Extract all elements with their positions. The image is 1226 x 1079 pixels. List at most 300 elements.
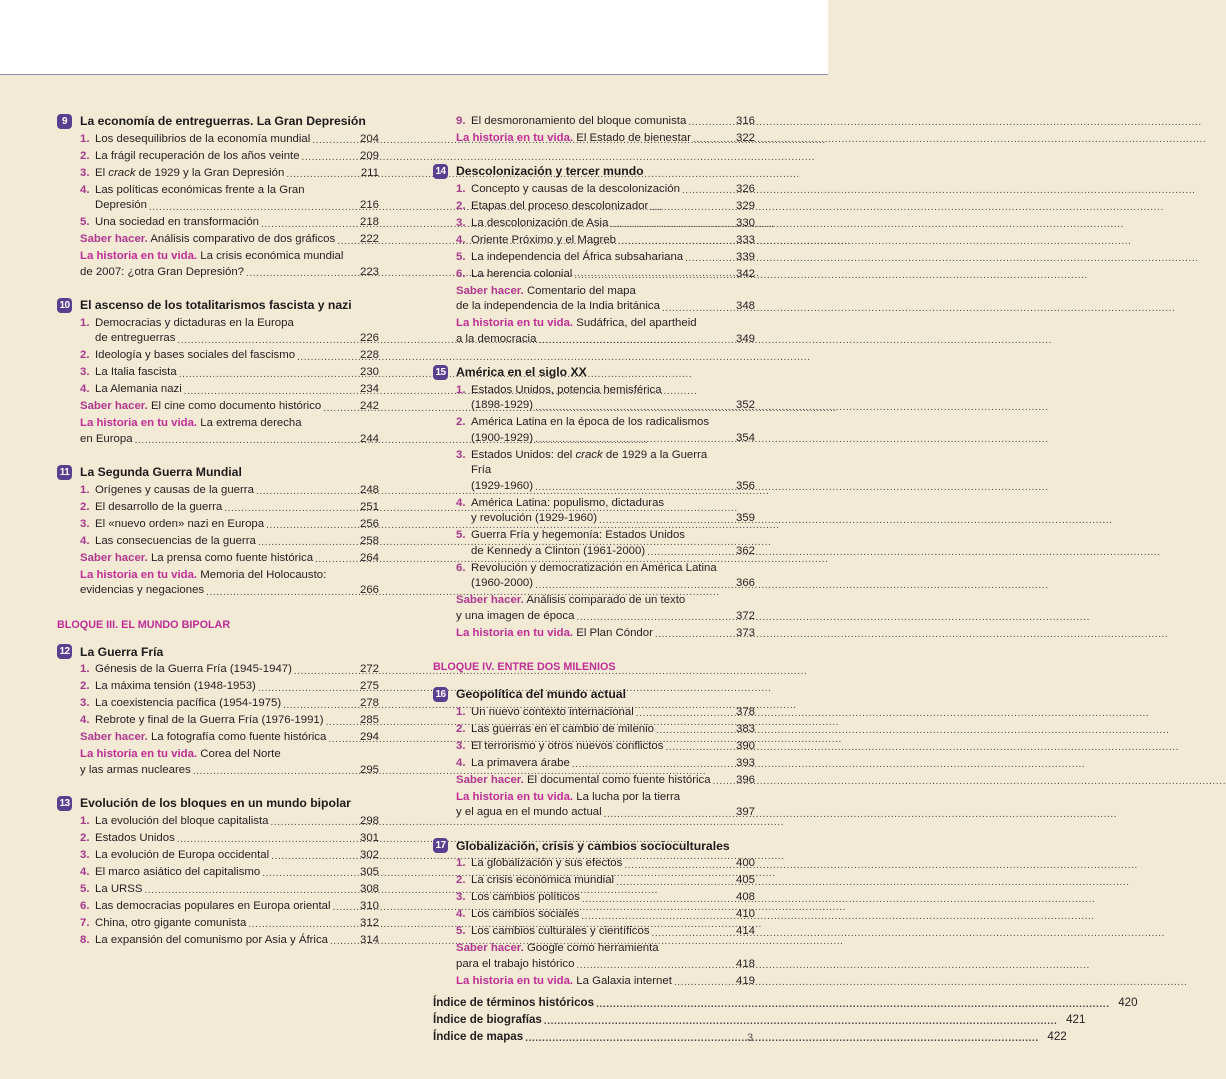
index-link[interactable]: [433, 1012, 1086, 1028]
toc-entry[interactable]: [433, 233, 755, 249]
toc-entry[interactable]: [57, 416, 379, 447]
entry-title-text: El desarrollo de la guerra: [95, 500, 223, 513]
saber-hacer-label: Saber hacer.: [456, 773, 524, 786]
unit-title: Globalización, crisis y cambios socioculturales: [456, 838, 730, 853]
toc-entry[interactable]: [433, 924, 755, 940]
toc-entry[interactable]: [57, 166, 379, 182]
entry-title: [471, 479, 533, 495]
dot-leader: [599, 515, 1113, 527]
entry-body: [471, 383, 729, 414]
entry-title-text: La expansión del comunismo por Asia y África: [95, 933, 328, 946]
toc-entry[interactable]: [433, 974, 755, 990]
entry-body: [95, 662, 353, 678]
index-link[interactable]: [433, 995, 1138, 1011]
entry-title: [471, 250, 683, 266]
entry-title-text: (1900-1929): [471, 431, 534, 444]
page-ref: 272: [359, 663, 379, 675]
section-number: 4.: [456, 233, 466, 246]
page-ref: 218: [359, 216, 379, 228]
toc-entry[interactable]: [57, 916, 379, 932]
section-number: 3.: [456, 739, 466, 752]
entry-title-text: Los cambios políticos: [471, 891, 580, 903]
entry-title-text: La máxima tensión (1948-1953): [95, 680, 256, 692]
toc-entry[interactable]: [57, 348, 379, 364]
toc-entry[interactable]: [433, 890, 755, 906]
entry-title-text: La herencia colonial: [471, 267, 573, 280]
entry-title: [95, 713, 324, 729]
toc-entry[interactable]: [57, 933, 379, 949]
dot-leader: [688, 117, 1202, 129]
entry-text: [471, 448, 729, 495]
toc-entry[interactable]: [57, 679, 379, 695]
entry-title: [456, 609, 574, 625]
page-ref: 248: [359, 483, 379, 496]
page-ref: 302: [359, 848, 379, 861]
historia-label: La historia en tu vida.: [456, 317, 574, 329]
dot-leader: [618, 236, 1132, 248]
toc-entry[interactable]: [57, 483, 379, 499]
unit-heading[interactable]: [57, 463, 379, 481]
entry-title-text: de entreguerras: [95, 332, 176, 344]
entry-title-text: Memoria del Holocausto:: [200, 568, 327, 581]
entry-line: [471, 267, 729, 283]
entry-title-text: La URSS: [95, 882, 143, 895]
toc-entry[interactable]: [57, 848, 379, 864]
entry-title: [95, 848, 269, 864]
entry-title-text: (1929-1960): [471, 479, 534, 492]
entry-title: [471, 890, 580, 906]
entry-line: [95, 662, 353, 678]
entry-title-text: Google como herramienta: [526, 942, 659, 954]
section-number: 2.: [456, 874, 466, 886]
toc-entry[interactable]: [433, 856, 755, 872]
entry-title: [471, 907, 579, 923]
entry-title: [95, 882, 142, 898]
entry-text: [471, 756, 729, 772]
toc-entry[interactable]: [57, 399, 379, 415]
toc-entry[interactable]: [433, 415, 755, 446]
unit-heading[interactable]: [433, 685, 755, 703]
unit-number-badge: 10: [57, 298, 72, 313]
entry-title-text: Las consecuencias de la guerra: [95, 534, 256, 547]
unit-number-badge: 14: [433, 164, 448, 179]
entry-text: [95, 865, 353, 881]
toc-entry[interactable]: [57, 365, 379, 381]
entry-title: [456, 332, 536, 348]
section-number: 1.: [80, 483, 90, 496]
toc-entry[interactable]: [433, 739, 755, 755]
page-ref: 349: [735, 332, 755, 345]
saber-hacer-label: Saber hacer.: [80, 400, 148, 412]
entry-line: [95, 166, 353, 182]
toc-entry[interactable]: [57, 382, 379, 398]
toc-entry[interactable]: [57, 831, 379, 847]
toc-entry[interactable]: [57, 882, 379, 898]
entry-title-text: El crack de 1929 y la Gran Depresión: [95, 166, 285, 179]
toc-entry[interactable]: [57, 730, 379, 746]
toc-entry[interactable]: [433, 561, 755, 592]
entry-title-text: y las armas nucleares: [80, 763, 191, 776]
unit-heading[interactable]: [57, 794, 379, 812]
dot-leader: [582, 894, 1096, 906]
entry-line: [456, 941, 729, 957]
entry-line: [80, 763, 353, 779]
entry-body: [471, 415, 729, 446]
saber-hacer-label: Saber hacer.: [456, 284, 524, 297]
entry-text: [95, 713, 353, 729]
entry-line: [471, 528, 729, 544]
entry-body: [95, 899, 353, 915]
section-number: 3.: [80, 366, 90, 378]
unit-number-badge: 16: [433, 687, 448, 702]
page-ref: 396: [735, 773, 755, 786]
toc-entry[interactable]: [433, 316, 755, 347]
dot-leader: [636, 708, 1150, 720]
toc-entry[interactable]: [433, 496, 755, 527]
toc-entry[interactable]: [57, 316, 379, 347]
entry-title-text: La coexistencia pacífica (1954-1975): [95, 697, 282, 709]
entry-text: [456, 131, 729, 147]
entry-title: [95, 517, 264, 533]
entry-line: [456, 773, 729, 789]
toc-entry[interactable]: [433, 528, 755, 559]
unit-number-badge: 9: [57, 114, 72, 129]
entry-title: [95, 331, 175, 347]
entry-title: [95, 865, 260, 881]
entry-line: [471, 114, 729, 130]
page-ref: 251: [359, 500, 379, 513]
entry-title-text: La descolonización de Asia: [471, 216, 609, 229]
entry-body: [456, 790, 729, 821]
unit-heading[interactable]: [57, 112, 379, 130]
dot-leader: [624, 860, 1138, 872]
entry-line: [471, 182, 729, 198]
entry-line: [95, 696, 353, 712]
entry-title: [95, 814, 269, 830]
section-number: 5.: [80, 216, 90, 228]
toc-entry[interactable]: [57, 500, 379, 516]
entry-title: [80, 265, 244, 281]
unit-heading[interactable]: [57, 643, 379, 661]
entry-title-text: La fotografía como fuente histórica: [150, 731, 327, 743]
entry-title: [471, 199, 648, 215]
toc-entry[interactable]: [433, 593, 755, 624]
index-link[interactable]: [433, 1029, 1067, 1045]
dot-leader: [572, 759, 1086, 771]
entry-title: [80, 569, 326, 581]
entry-text: [456, 284, 729, 315]
toc-entry[interactable]: [433, 114, 755, 130]
entry-line: [80, 730, 353, 746]
section-number: 4.: [456, 756, 466, 769]
entry-title: [95, 348, 295, 364]
entry-line: [471, 398, 729, 414]
section-number: 4.: [80, 714, 90, 726]
entry-title-text: para el trabajo histórico: [456, 957, 575, 970]
toc-entry[interactable]: [57, 132, 379, 148]
toc-entry[interactable]: [433, 267, 755, 283]
entry-text: [95, 534, 353, 550]
page-ref: 400: [735, 857, 755, 869]
toc-entry[interactable]: [57, 149, 379, 165]
toc-entry[interactable]: [57, 713, 379, 729]
entry-body: [95, 348, 353, 364]
toc-entry[interactable]: [433, 182, 755, 198]
entry-line: [471, 576, 729, 592]
unit-number-badge: 17: [433, 838, 448, 853]
section-number: 3.: [80, 517, 90, 530]
historia-label: La historia en tu vida.: [456, 131, 574, 144]
toc-entry[interactable]: [433, 626, 755, 642]
entry-body: [95, 534, 353, 550]
toc-entry[interactable]: [433, 250, 755, 266]
entry-text: [80, 232, 353, 248]
entry-text: [95, 149, 353, 165]
entry-body: [95, 365, 353, 381]
toc-entry[interactable]: [57, 814, 379, 830]
entry-title: [471, 384, 662, 396]
unit-section: [57, 296, 379, 447]
toc-entry[interactable]: [57, 899, 379, 915]
toc-entry[interactable]: [433, 873, 755, 889]
entry-body: [471, 496, 729, 527]
section-number: 3.: [80, 848, 90, 861]
page-ref: 372: [735, 609, 755, 622]
entry-line: [471, 856, 729, 872]
entry-title: [95, 184, 305, 196]
entry-title-text: La lucha por la tierra: [576, 790, 681, 803]
entry-line: [95, 916, 353, 932]
entry-title: [95, 149, 300, 165]
entry-title-text: de la independencia de la India británica: [456, 300, 660, 312]
page-ref: 329: [735, 199, 755, 212]
saber-hacer-label: Saber hacer.: [80, 233, 148, 245]
saber-hacer-label: Saber hacer.: [456, 942, 524, 954]
toc-entry[interactable]: [433, 907, 755, 923]
entry-text: [471, 873, 729, 889]
toc-entry[interactable]: [433, 199, 755, 215]
entry-body: [80, 249, 353, 280]
entry-body: [471, 114, 729, 130]
entry-line: [95, 382, 353, 398]
entry-title-text: Oriente Próximo y el Magreb: [471, 233, 616, 246]
entry-text: [456, 593, 729, 624]
unit-section: [57, 463, 379, 599]
entry-body: [95, 215, 353, 231]
entry-title: [471, 398, 533, 414]
entry-title: [95, 662, 292, 678]
entry-text: [471, 528, 729, 559]
entry-line: [471, 496, 729, 512]
section-number: 5.: [456, 925, 466, 937]
entry-title-text: en Europa: [80, 432, 133, 445]
section-number: 4.: [456, 496, 466, 509]
toc-entry[interactable]: [57, 249, 379, 280]
entry-title: [80, 232, 335, 248]
toc-entry[interactable]: [433, 131, 755, 147]
toc-entry[interactable]: [57, 183, 379, 214]
entry-title: [80, 250, 343, 262]
toc-entry[interactable]: [433, 705, 755, 721]
toc-entry[interactable]: [433, 383, 755, 414]
entry-title-text: Comentario del mapa: [526, 284, 636, 297]
section-number: 2.: [80, 500, 90, 513]
entry-body: [471, 705, 729, 721]
entry-body: [471, 199, 729, 215]
page-ref: 264: [359, 551, 379, 564]
entry-line: [456, 609, 729, 625]
entry-line: [95, 865, 353, 881]
entry-title: [471, 576, 533, 592]
section-number: 4.: [80, 865, 90, 878]
page-ref: 421: [1066, 1013, 1086, 1026]
unit-heading[interactable]: [57, 296, 379, 314]
entry-title: [456, 594, 685, 606]
unit-heading[interactable]: [433, 363, 755, 381]
entry-title-text: de Kennedy a Clinton (1961-2000): [471, 544, 646, 557]
entry-line: [80, 399, 353, 415]
toc-left-column: [57, 112, 379, 964]
page-ref: 342: [735, 267, 755, 280]
page-ref: 333: [735, 233, 755, 246]
page-ref: 223: [359, 265, 379, 278]
entry-text: [95, 348, 353, 364]
entry-line: [471, 415, 729, 431]
entry-text: [456, 941, 729, 972]
entry-text: [456, 773, 729, 789]
entry-title-text: La evolución de Europa occidental: [95, 848, 270, 861]
entry-title: [471, 873, 614, 889]
entry-body: [80, 747, 353, 778]
entry-text: [80, 249, 353, 280]
page-ref: 405: [735, 874, 755, 886]
entry-text: [95, 183, 353, 214]
page-ref: 312: [359, 916, 379, 929]
entry-text: [471, 890, 729, 906]
entry-text: [95, 166, 353, 182]
entry-line: [95, 679, 353, 695]
entry-title-text: El «nuevo orden» nazi en Europa: [95, 517, 265, 530]
historia-label: La historia en tu vida.: [456, 974, 574, 987]
toc-entry[interactable]: [57, 568, 379, 599]
entry-text: [95, 316, 353, 347]
entry-text: [471, 267, 729, 283]
entry-body: [80, 730, 353, 746]
page-ref: 418: [735, 957, 755, 970]
page-ref: 420: [1118, 996, 1138, 1009]
unit-heading[interactable]: [433, 837, 755, 855]
toc-entry[interactable]: [433, 448, 755, 495]
section-number: 2.: [456, 199, 466, 212]
entry-body: [456, 626, 729, 642]
toc-entry[interactable]: [57, 696, 379, 712]
entry-title: [456, 131, 691, 147]
entry-body: [80, 399, 353, 415]
unit-number-badge: 13: [57, 796, 72, 811]
entry-body: [95, 916, 353, 932]
toc-entry[interactable]: [433, 756, 755, 772]
dot-leader: [538, 335, 1052, 347]
entry-title: [456, 773, 711, 789]
entry-title: [471, 544, 645, 560]
entry-text: [471, 705, 729, 721]
entry-title: [471, 233, 616, 249]
unit-title: El ascenso de los totalitarismos fascista y nazi: [80, 298, 352, 312]
toc-entry[interactable]: [433, 284, 755, 315]
entry-title-text: y el agua en el mundo actual: [456, 806, 602, 818]
entry-title-text: La frágil recuperación de los años veinte: [95, 149, 300, 162]
page-ref: 308: [359, 882, 379, 895]
entry-title: [80, 763, 191, 779]
entry-title: [95, 382, 182, 398]
entry-line: [456, 957, 729, 973]
entry-line: [95, 215, 353, 231]
section-number: 5.: [456, 529, 466, 541]
toc-entry[interactable]: [57, 865, 379, 881]
page-ref: 383: [735, 722, 755, 735]
page-ref: 310: [359, 899, 379, 912]
toc-entry[interactable]: [57, 662, 379, 678]
unit-heading[interactable]: [433, 162, 755, 180]
entry-line: [456, 805, 729, 821]
section-number: 2.: [80, 349, 90, 361]
entry-title-text: (1898-1929): [471, 399, 534, 411]
entry-title-text: Las democracias populares en Europa oriental: [95, 899, 331, 912]
toc-entry[interactable]: [433, 216, 755, 232]
section-number: 2.: [456, 722, 466, 735]
section-number: 4.: [456, 908, 466, 920]
toc-entry[interactable]: [433, 773, 755, 789]
entry-title: [471, 562, 717, 574]
unit-title: América en el siglo XX: [456, 365, 587, 379]
entry-title: [95, 365, 177, 381]
historia-label: La historia en tu vida.: [80, 417, 198, 429]
page-ref: 228: [359, 349, 379, 361]
historia-label: La historia en tu vida.: [80, 748, 198, 760]
section-number: 8.: [80, 933, 90, 946]
entry-title-text: a la democracia: [456, 332, 537, 345]
toc-entry[interactable]: [57, 215, 379, 231]
entry-title: [80, 399, 321, 415]
entry-title-text: La globalización y sus efectos: [471, 857, 623, 869]
entry-title: [95, 198, 147, 214]
entry-title: [95, 500, 222, 516]
entry-text: [95, 365, 353, 381]
entry-body: [471, 722, 729, 738]
toc-entry[interactable]: [57, 534, 379, 550]
toc-entry[interactable]: [433, 722, 755, 738]
entry-title-text: China, otro gigante comunista: [95, 916, 247, 929]
entry-body: [95, 183, 353, 214]
entry-title-text: Revolución y democratización en América Latina: [471, 561, 717, 574]
toc-entry[interactable]: [57, 551, 379, 567]
entry-text: [471, 561, 729, 592]
toc-entry[interactable]: [57, 232, 379, 248]
toc-entry[interactable]: [433, 941, 755, 972]
entry-body: [456, 974, 729, 990]
entry-line: [95, 882, 353, 898]
entry-body: [471, 739, 729, 755]
toc-entry[interactable]: [57, 517, 379, 533]
entry-text: [80, 399, 353, 415]
toc-entry[interactable]: [433, 790, 755, 821]
entry-text: [95, 679, 353, 695]
toc-entry[interactable]: [57, 747, 379, 778]
entry-title-text: El Plan Cóndor: [576, 626, 653, 639]
entry-line: [456, 626, 729, 642]
page-ref: 234: [359, 383, 379, 395]
unit-title: Descolonización y tercer mundo: [456, 164, 644, 178]
